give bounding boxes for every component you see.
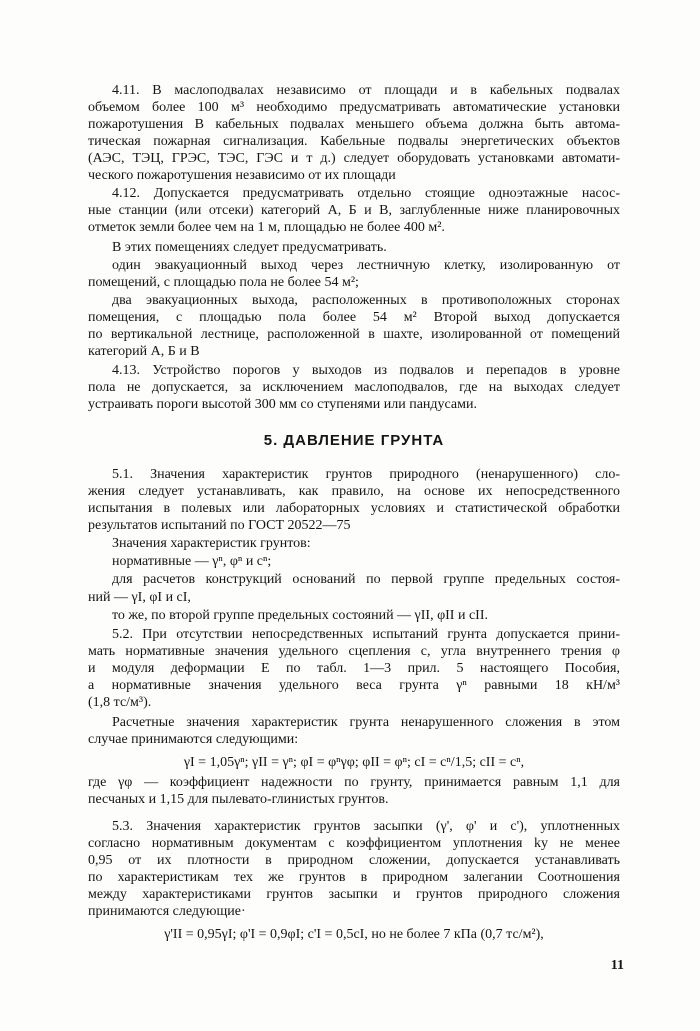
text-line: отметок земли более чем на 1 м, площадью не более 400 м². xyxy=(88,220,445,235)
text-line: категорий А, Б и В xyxy=(88,344,200,359)
text-line: случае принимаются следующими: xyxy=(88,732,299,747)
text-line: ные станции (или отсеки) категорий А, Б и В, заглубленные ниже планировочных xyxy=(88,203,620,218)
text-line: 4.12. Допускается предусматривать отдельно стоящие одноэтажные насос- xyxy=(112,186,620,201)
section-heading: 5. ДАВЛЕНИЕ ГРУНТА xyxy=(263,432,445,449)
text-line: и модуля деформации E по табл. 1—3 прил. 5 настоящего Пособия, xyxy=(88,661,620,676)
text-line: по вертикальной лестнице, расположенной в шахте, изолированной от помещений xyxy=(88,327,620,342)
text-line: два эвакуационных выхода, расположенных в противоположных сторонах xyxy=(112,293,620,308)
text-line: помещения, с площадью пола более 54 м² Второй выход допускается xyxy=(88,310,620,325)
text-line: Расчетные значения характеристик грунта ненарушенного сложения в этом xyxy=(112,715,620,730)
text-line: объемом более 100 м³ необходимо предусматривать автоматические установки xyxy=(88,100,620,115)
formula-line: γI = 1,05γⁿ; γII = γⁿ; φI = φⁿγφ; φII = φⁿ; cI = cⁿ/1,5; cII = cⁿ, xyxy=(183,755,525,770)
text-line: ний — γI, φI и cI, xyxy=(88,590,191,605)
text-line: а нормативные значения удельного веса грунта γⁿ равными 18 кН/м³ xyxy=(88,678,620,693)
formula-line: γ'II = 0,95γI; φ'I = 0,9φI; c'I = 0,5cI, но не более 7 кПа (0,7 тс/м²), xyxy=(164,927,544,942)
text-line: пола не допускается, за исключением маслоподвалов, где на выходах следует xyxy=(88,380,620,395)
text-line: один эвакуационный выход через лестничную клетку, изолированную от xyxy=(112,258,620,273)
text-line: Значения характеристик грунтов: xyxy=(112,536,311,551)
text-line: мать нормативные значения удельного сцепления c, угла внутреннего трения φ xyxy=(88,644,620,659)
text-line: по характеристикам тех же грунтов в природном залегании Соотношения xyxy=(88,870,620,885)
text-line: где γφ — коэффициент надежности по грунту, принимается равным 1,1 для xyxy=(88,775,620,790)
page-number: 11 xyxy=(610,958,624,973)
text-line: нормативные — γⁿ, φⁿ и cⁿ; xyxy=(112,554,272,569)
text-line: 5.1. Значения характеристик грунтов природного (ненарушенного) сло- xyxy=(112,467,620,482)
text-line: результатов испытаний по ГОСТ 20522—75 xyxy=(88,518,351,533)
text-line: ческого пожаротушения независимо от их площади xyxy=(88,168,396,183)
text-line: песчаных и 1,15 для пылевато-глинистых грунтов. xyxy=(88,792,389,807)
text-line: устраивать пороги высотой 300 мм со ступенями или пандусами. xyxy=(88,397,477,412)
text-line: тическая пожарная сигнализация. Кабельные подвалы энергетических объектов xyxy=(88,134,620,149)
text-line: 4.11. В маслоподвалах независимо от площади и в кабельных подвалах xyxy=(112,83,620,98)
text-line: помещений, с площадью пола не более 54 м²; xyxy=(88,275,359,290)
text-line: принимаются следующие· xyxy=(88,904,246,919)
text-line: В этих помещениях следует предусматривать. xyxy=(112,240,387,255)
text-line: испытания в полевых или лабораторных условиях и статистической обработки xyxy=(88,501,620,516)
text-line: (1,8 тс/м³). xyxy=(88,695,152,710)
text-line: 5.2. При отсутствии непосредственных испытаний грунта допускается прини- xyxy=(112,627,620,642)
text-line: для расчетов конструкций оснований по первой группе предельных состоя- xyxy=(112,572,620,587)
text-line: 0,95 от их плотности в природном сложении, допускается устанавливать xyxy=(88,853,620,868)
text-line: (АЭС, ТЭЦ, ГРЭС, ТЭС, ГЭС и т д.) следует оборудовать установками автомати- xyxy=(88,151,620,166)
text-line: жения следует устанавливать, как правило, на основе их непосредственного xyxy=(88,484,620,499)
text-line: 4.13. Устройство порогов у выходов из подвалов и перепадов в уровне xyxy=(112,363,620,378)
text-line: 5.3. Значения характеристик грунтов засыпки (γ', φ' и c'), уплотненных xyxy=(112,819,620,834)
text-line: то же, по второй группе предельных состояний — γII, φII и cII. xyxy=(112,608,489,623)
text-line: согласно нормативным документам с коэффициентом уплотнения ky не менее xyxy=(88,836,620,851)
text-line: между характеристиками грунтов засыпки и грунтов природного сложения xyxy=(88,887,620,902)
text-line: пожаротушения В кабельных подвалах меньшего объема должна быть автома- xyxy=(88,117,620,132)
